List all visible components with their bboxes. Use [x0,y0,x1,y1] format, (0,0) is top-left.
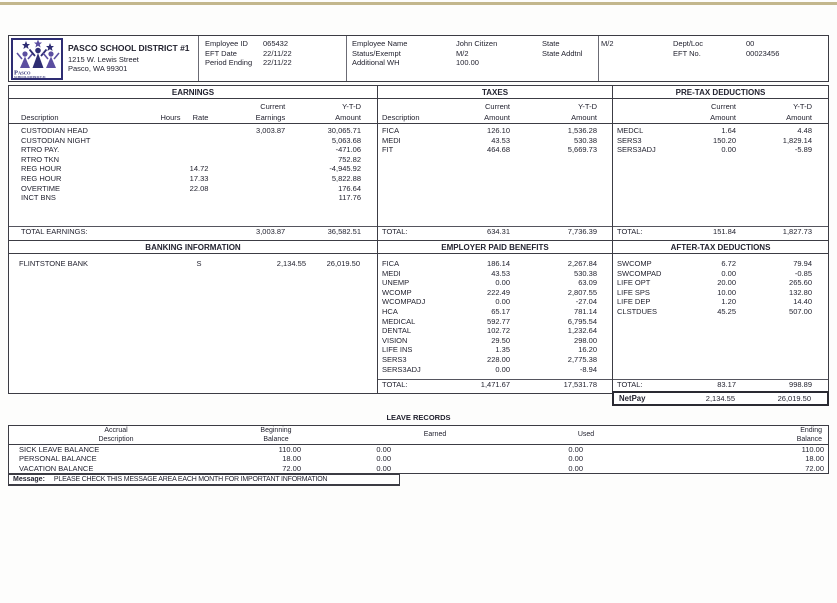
earnings-header-rate: Rate [192,113,209,122]
tax-description: MEDI [382,135,401,145]
earning-description: CUSTODIAN HEAD [21,126,88,135]
header-divider-1 [198,36,199,81]
header-field-row [352,49,497,59]
field-value: 22/11/22 [263,48,292,58]
leave-earned: 0.00 [376,454,391,464]
taxes-title: TAXES [378,86,612,99]
tax-row [378,145,612,155]
earning-description: REG HOUR [21,164,62,174]
document-header [8,35,829,82]
benefit-ytd: 6,795.54 [567,316,597,326]
district-address-block [68,44,190,74]
employee-id-field-group [205,39,292,68]
benefit-row [378,259,612,269]
header-field-row [673,39,779,49]
tax-ytd: 1,536.28 [567,126,597,135]
pretax-header-ytd: Y-T-D [793,102,812,111]
earnings-column-headers [9,99,377,124]
earning-rate [181,126,209,136]
field-value: M/2 [601,39,614,48]
pretax-header-amount-ytd: Amount [786,113,812,122]
pretax-header-amount-current: Amount [710,113,736,122]
tax-ytd: 5,669.73 [567,145,597,155]
earning-ytd: 5,822.88 [331,173,362,183]
taxes-header-amount-ytd: Amount [571,113,597,122]
earning-ytd: 30,065.71 [327,126,362,135]
benefit-current: 0.00 [495,278,510,288]
benefit-current: 29.50 [491,335,510,345]
earning-current [208,193,285,203]
taxes-header-description: Description [382,113,420,122]
benefit-ytd: 2,807.55 [567,287,597,297]
earnings-row [9,136,377,146]
leave-earned: 0.00 [376,445,391,454]
pretax-description: SERS3 [617,135,642,145]
benefit-row [378,288,612,298]
field-label: State [542,39,560,48]
tax-row [378,136,612,146]
earnings-header-earnings: Earnings [255,113,286,122]
pretax-current: 150.20 [713,135,736,145]
netpay-box [612,391,829,406]
bank-ytd-amount: 26,019.50 [326,259,360,268]
earning-hours [133,136,181,146]
main-sections [8,85,829,394]
aftertax-description: SWCOMPAD [617,268,662,278]
benefits-total-row [378,379,612,393]
benefit-row [378,365,612,375]
benefit-row [378,307,612,317]
earning-rate: 22.08 [189,183,209,193]
message-box [8,474,400,486]
aftertax-row [613,297,828,307]
field-value: M/2 [456,48,469,58]
aftertax-total-current: 83.17 [717,380,736,389]
benefit-row [378,326,612,336]
leave-header-ending: Ending Balance [796,427,822,443]
aftertax-ytd: 14.40 [793,297,812,307]
aftertax-current: 0.00 [721,268,736,278]
aftertax-row [613,288,828,298]
aftertax-ytd: -0.85 [794,268,812,278]
aftertax-deductions-section [613,241,828,393]
earning-ytd: -471.06 [335,145,362,155]
banking-rows [9,254,377,393]
benefit-ytd: 16.20 [578,345,597,355]
benefit-current: 65.17 [491,306,510,316]
leave-used: 0.00 [568,445,583,454]
earnings-row [9,193,377,203]
pretax-ytd: -5.89 [794,145,812,155]
earning-rate [181,193,209,203]
pretax-title: PRE-TAX DEDUCTIONS [613,86,828,99]
benefit-ytd: -8.94 [579,364,597,374]
benefits-total-ytd: 17,531.78 [563,380,597,389]
district-logo-icon [11,38,63,80]
pretax-total-current: 151.84 [713,227,736,236]
benefit-current: 0.00 [495,297,510,307]
earning-current: 3,003.87 [256,126,286,135]
tax-ytd: 530.38 [574,135,597,145]
aftertax-description: LIFE DEP [617,297,651,307]
benefit-description: FICA [382,259,400,268]
leave-ending-balance: 110.00 [801,445,824,454]
leave-beginning-balance: 72.00 [282,463,301,473]
earning-rate [181,136,209,146]
earning-current [208,145,285,155]
benefit-description: MEDI [382,268,401,278]
earning-ytd: 752.82 [338,154,362,164]
benefit-description: WCOMP [382,287,412,297]
aftertax-row [613,269,828,279]
benefit-current: 592.77 [487,316,510,326]
taxes-total-ytd: 7,736.39 [567,227,597,236]
earning-rate [181,155,209,165]
field-label: Dept/Loc [673,39,704,48]
benefit-row [378,269,612,279]
taxes-header-amount-current: Amount [484,113,510,122]
earning-ytd: 117.76 [338,193,362,203]
benefit-row [378,345,612,355]
earning-current [208,184,285,194]
earning-description: CUSTODIAN NIGHT [21,135,91,145]
aftertax-current: 6.72 [721,259,736,268]
leave-row [9,445,828,454]
earning-current [208,164,285,174]
header-field-row [205,58,292,68]
earning-description: RTRO TKN [21,154,60,164]
aftertax-row [613,307,828,317]
employer-benefits-section [378,241,613,393]
pretax-rows [613,124,828,226]
benefit-row [378,297,612,307]
netpay-label: NetPay [619,394,646,403]
field-value: 100.00 [456,58,479,68]
earnings-row [9,164,377,174]
aftertax-title: AFTER-TAX DEDUCTIONS [613,241,828,254]
tax-row [378,126,612,136]
leave-records-title: LEAVE RECORDS [386,413,451,422]
message-label: Message: [13,476,45,484]
banking-row [9,259,377,269]
leave-row [9,454,828,463]
field-label: Employee Name [352,39,408,48]
dept-field-group [673,39,779,58]
benefit-current: 43.53 [491,268,510,278]
earnings-row [9,126,377,136]
benefit-ytd: -27.04 [575,297,597,307]
aftertax-ytd: 79.94 [793,259,812,268]
earnings-header-ytd: Y-T-D [342,102,362,111]
earning-hours [133,155,181,165]
header-field-row [352,39,497,49]
leave-description: VACATION BALANCE [19,463,94,473]
taxes-header-ytd: Y-T-D [578,102,597,111]
page-top-rule [0,2,837,5]
benefits-total-label: TOTAL: [382,380,408,389]
earnings-header-description: Description [21,113,59,122]
benefits-total-current: 1,471.67 [480,380,510,389]
benefit-description: VISION [382,335,408,345]
bank-account-type: S [196,259,202,268]
leave-earned: 0.00 [376,463,391,473]
pretax-current: 1.64 [721,126,736,135]
benefit-current: 186.14 [487,259,510,268]
field-value: 00 [746,39,755,48]
earning-rate: 14.72 [189,164,209,174]
benefit-ytd: 1,232.64 [567,326,597,336]
pretax-ytd: 1,829.14 [782,135,812,145]
benefits-title: EMPLOYER PAID BENEFITS [378,241,612,254]
earnings-row [9,174,377,184]
pretax-column-headers [613,99,828,124]
pretax-deductions-section [613,86,828,240]
benefit-description: SERS3ADJ [382,364,421,374]
benefit-ytd: 63.09 [578,278,597,288]
leave-row [9,464,828,473]
earnings-header-amount: Amount [335,113,362,122]
aftertax-rows [613,254,828,379]
aftertax-current: 20.00 [717,278,736,288]
leave-beginning-balance: 18.00 [282,454,301,464]
bank-name: FLINTSTONE BANK [19,259,89,268]
netpay-current: 2,134.55 [705,394,735,403]
aftertax-ytd: 265.60 [789,278,812,288]
leave-header-earned: Earned [423,431,447,438]
tax-description: FICA [382,126,400,135]
earnings-total-ytd: 36,582.51 [327,227,362,236]
bank-current-amount: 2,134.55 [276,259,306,268]
earning-hours [133,184,181,194]
district-address-line1: 1215 W. Lewis Street [68,54,139,64]
tax-current: 43.53 [491,135,510,145]
pretax-total-label: TOTAL: [617,227,643,236]
pretax-header-current: Current [710,102,736,111]
field-value: 22/11/22 [263,58,292,68]
earnings-total-label: TOTAL EARNINGS: [21,227,88,236]
benefit-ytd: 781.14 [574,306,597,316]
taxes-total-row [378,226,612,240]
earnings-header-current: Current [260,102,286,111]
header-field-row [352,58,497,68]
aftertax-ytd: 132.80 [789,287,812,297]
aftertax-current: 45.25 [717,306,736,316]
benefit-current: 0.00 [495,364,510,374]
header-field-row [205,39,292,49]
header-field-row [205,49,292,59]
benefit-description: UNEMP [382,278,410,288]
earning-hours [133,193,181,203]
district-name: PASCO SCHOOL DISTRICT #1 [68,43,190,53]
earning-rate [181,145,209,155]
leave-beginning-balance: 110.00 [278,445,301,454]
aftertax-total-label: TOTAL: [617,380,643,389]
benefit-row [378,317,612,327]
aftertax-row [613,259,828,269]
benefit-row [378,355,612,365]
benefit-current: 222.49 [487,287,510,297]
field-label: EFT Date [205,48,237,58]
leave-used: 0.00 [568,454,583,464]
taxes-total-current: 634.31 [487,227,510,236]
earnings-section [9,86,378,240]
benefit-description: LIFE INS [382,345,413,355]
svg-text:PASCO: PASCO [14,69,31,77]
aftertax-description: LIFE SPS [617,287,650,297]
aftertax-description: CLSTDUES [617,306,658,316]
banking-title: BANKING INFORMATION [9,241,377,254]
benefit-current: 228.00 [487,354,510,364]
pretax-current: 0.00 [721,145,736,155]
state-field-group [542,39,614,58]
benefit-description: HCA [382,306,398,316]
tax-description: FIT [382,145,394,155]
pretax-row [613,126,828,136]
field-label: State Addtnl [542,48,583,58]
netpay-ytd: 26,019.50 [777,394,811,403]
earnings-title: EARNINGS [9,86,377,99]
earning-current [208,155,285,165]
earning-hours [133,145,181,155]
leave-records-table [8,425,829,474]
field-label: Status/Exempt [352,48,401,58]
pretax-description: MEDCL [617,126,644,135]
leave-description: SICK LEAVE BALANCE [19,445,100,454]
benefit-description: DENTAL [382,326,412,336]
taxes-rows [378,124,612,226]
tax-current: 126.10 [487,126,510,135]
tax-current: 464.68 [487,145,510,155]
leave-used: 0.00 [568,463,583,473]
field-label: Additional WH [352,58,400,68]
aftertax-current: 1.20 [721,297,736,307]
header-field-row [542,39,614,49]
leave-ending-balance: 72.00 [805,463,824,473]
benefits-rows [378,254,612,379]
pretax-description: SERS3ADJ [617,145,656,155]
aftertax-row [613,278,828,288]
earnings-total-row [9,226,377,240]
taxes-header-current: Current [484,102,510,111]
pretax-row [613,145,828,155]
earning-ytd: 176.64 [338,183,362,193]
earning-ytd: -4,945.92 [329,164,362,174]
employee-name-field-group [352,39,497,68]
header-field-row [542,49,614,59]
taxes-total-label: TOTAL: [382,227,408,236]
benefit-description: SERS3 [382,354,407,364]
earning-description: RTRO PAY. [21,145,60,155]
benefit-ytd: 530.38 [574,268,597,278]
benefit-description: MEDICAL [382,316,416,326]
benefit-row [378,278,612,288]
aftertax-total-ytd: 998.89 [789,380,812,389]
leave-ending-balance: 18.00 [805,454,824,464]
field-label: Employee ID [205,39,248,48]
earnings-rows [9,124,377,226]
benefit-row [378,336,612,346]
earning-description: INCT BNS [21,193,56,203]
pretax-row [613,136,828,146]
earnings-row [9,155,377,165]
aftertax-description: SWCOMP [617,259,652,268]
earning-hours [133,164,181,174]
taxes-column-headers [378,99,612,124]
pretax-total-row [613,226,828,240]
field-label: EFT No. [673,48,701,58]
leave-description: PERSONAL BALANCE [19,454,97,464]
aftertax-ytd: 507.00 [789,306,812,316]
earning-ytd: 5,063.68 [331,135,362,145]
leave-header-beginning: Beginning Balance [260,427,292,443]
field-value: 00023456 [746,48,780,58]
earning-current [208,174,285,184]
field-label: Period Ending [205,58,253,68]
benefit-ytd: 2,775.38 [567,354,597,364]
leave-table-headers [9,426,828,445]
benefit-current: 102.72 [487,326,510,336]
message-text: PLEASE CHECK THIS MESSAGE AREA EACH MONTH FOR IMPORTANT INFORMATION [53,476,328,484]
earnings-header-hours: Hours [160,113,181,122]
paystub-document [8,35,829,486]
banking-section [9,241,378,393]
benefit-current: 1.35 [495,345,510,355]
earning-rate: 17.33 [189,173,209,183]
earnings-total-current: 3,003.87 [256,227,286,236]
earning-description: OVERTIME [21,183,61,193]
header-divider-2 [346,36,347,81]
svg-text:SCHOOL DISTRICT #1: SCHOOL DISTRICT #1 [14,75,46,80]
field-value: John Citizen [456,39,498,48]
lower-band [9,241,828,393]
benefit-ytd: 298.00 [574,335,597,345]
upper-band [9,86,828,241]
district-address-line2: Pasco, WA 99301 [68,64,128,73]
earnings-row [9,145,377,155]
earning-hours [133,174,181,184]
earning-current [208,136,285,146]
taxes-section [378,86,613,240]
earning-description: REG HOUR [21,173,62,183]
leave-header-used: Used [577,431,595,438]
header-field-row [673,49,779,59]
field-value: 065432 [263,39,289,48]
benefit-description: WCOMPADJ [382,297,426,307]
pretax-total-ytd: 1,827.73 [782,227,812,236]
benefit-ytd: 2,267.84 [567,259,597,268]
leave-header-accrual: Accrual Description [98,427,134,443]
aftertax-current: 10.00 [717,287,736,297]
pretax-ytd: 4.48 [797,126,812,135]
earning-hours [133,126,181,136]
aftertax-description: LIFE OPT [617,278,651,288]
earnings-row [9,184,377,194]
